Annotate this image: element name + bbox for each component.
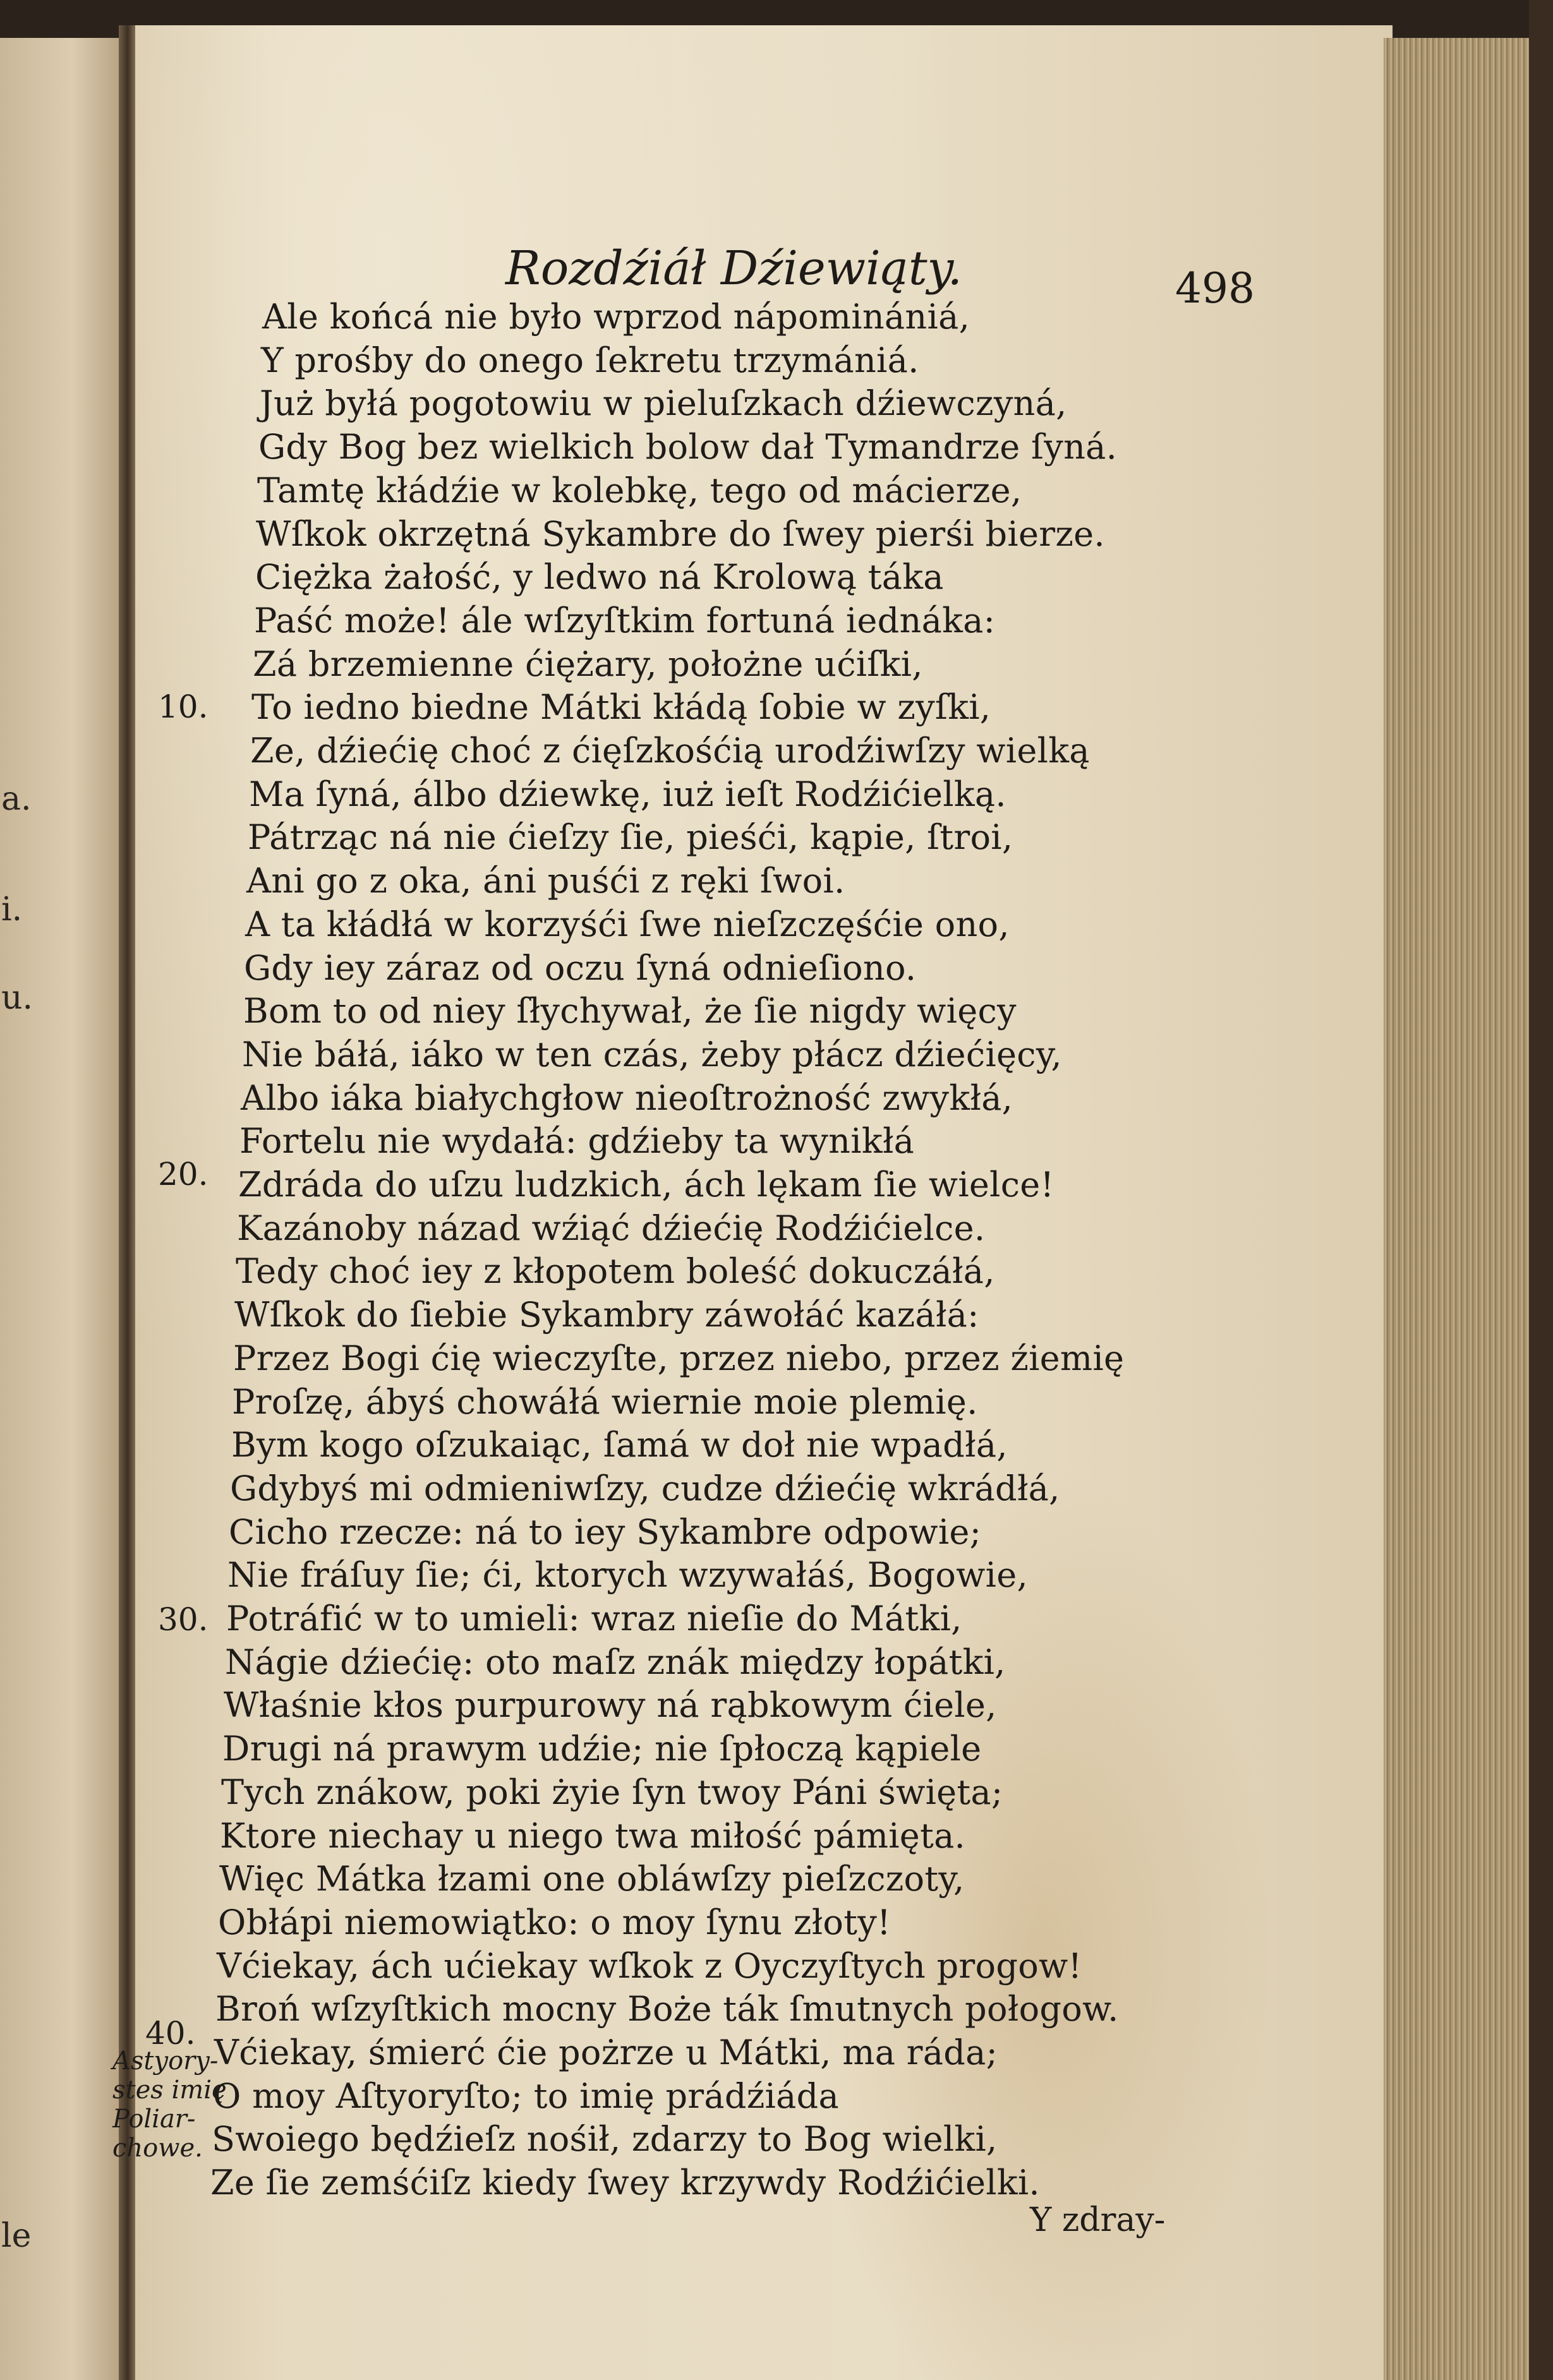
margin-note-line: chowe. [112, 2134, 203, 2163]
poem-line: A ta kłádłá w korzyśći ſwe nieſzczęśćie ono, [245, 905, 1010, 944]
left-page-fragment: a. [1, 780, 32, 818]
poem-line: Pátrząc ná nie ćieſzy ſie, pieśći, kąpie, ſtroi, [248, 817, 1013, 857]
poem-line: To iedno biedne Mátki kłádą ſobie w zyſki, [251, 687, 991, 727]
poem-line: Kazánoby názad wźiąć dźiećię Rodźićielce. [237, 1208, 986, 1248]
poem-line: Broń wſzyſtkich mocny Boże ták ſmutnych połogow. [215, 1989, 1119, 2029]
poem-line: Nie báłá, iáko w ten czás, żeby płácz dźiećięcy, [242, 1035, 1062, 1074]
left-page-fragment: le [1, 2217, 32, 2255]
margin-note-line: stes imię [112, 2076, 227, 2105]
page-fore-edge [1384, 38, 1535, 2380]
margin-note-line: Astyory- [112, 2046, 219, 2076]
poem-line: Nie fráſuy ſie; ći, ktorych wzywałáś, Bogowie, [227, 1555, 1028, 1595]
poem-line: Gdy Bog bez wielkich bolow dał Tymandrze ſyná. [258, 427, 1118, 467]
poem-line: Tedy choć iey z kłopotem boleść dokuczáłá, [236, 1251, 995, 1291]
line-number: 40. [145, 2015, 196, 2052]
poem-line: Gdy iey záraz od oczu ſyná odnieſiono. [244, 948, 917, 988]
margin-note [112, 2046, 233, 2163]
poem-line: Vćiekay, śmierć ćie pożrze u Mátki, ma ráda; [214, 2033, 998, 2072]
poem-line: Proſzę, ábyś chowáłá wiernie moie plemię. [232, 1382, 978, 1422]
poem-line: Przez Bogi ćię wieczyſte, przez niebo, przez źiemię [233, 1338, 1125, 1378]
poem-line: Więc Mátka łzami one obláwſzy pieſzczoty, [219, 1859, 965, 1899]
line-number: 10. [158, 688, 208, 725]
poem-line: Ciężka żałość, y ledwo ná Krolową táka [255, 557, 944, 597]
poem-line: Ma ſyná, álbo dźiewkę, iuż ieſt Rodźićielką. [249, 774, 1006, 814]
poem-line: Potráfić w to umieli: wraz nieſie do Mátki, [226, 1599, 962, 1638]
poem-line: Gdybyś mi odmieniwſzy, cudze dźiećię wkrádłá, [230, 1469, 1060, 1508]
poem-line: Cicho rzecze: ná to iey Sykambre odpowie; [229, 1512, 982, 1552]
poem-line: Swoiego będźieſz nośił, zdarzy to Bog wielki, [212, 2119, 998, 2159]
poem-line: Bom to od niey ſłychywał, że ſie nigdy więcy [243, 991, 1017, 1031]
poem-line: Zdráda do uſzu ludzkich, ách lękam ſie wielce! [238, 1165, 1054, 1205]
poem-line: Wſkok do ſiebie Sykambry záwołáć kazáłá: [234, 1295, 979, 1335]
poem-line: Drugi ná prawym udźie; nie ſpłoczą kąpiele [222, 1729, 982, 1769]
page-number: 498 [1175, 264, 1255, 313]
poem-line: Vćiekay, ách ućiekay wſkok z Oyczyſtych progow! [217, 1946, 1082, 1986]
poem-line: Tamtę kłádźie w kolebkę, tego od mácierze, [257, 471, 1022, 510]
poem-line: Albo iáka białychgłow nieoſtrożność zwykłá, [241, 1078, 1013, 1118]
poem-line: Ze ſie zemśćiſz kiedy ſwey krzywdy Rodźićielki. [210, 2163, 1040, 2203]
book-gutter [119, 25, 136, 2380]
poem-line: O moy Aſtyoryſto; to imię prádźiáda [213, 2076, 839, 2116]
poem-line: Fortelu nie wydałá: gdźieby ta wynikłá [239, 1121, 915, 1161]
poem-line: Nágie dźiećię: oto maſz znák między łopátki, [225, 1642, 1006, 1682]
poem-line: Zá brzemienne ćiężary, położne ućiſki, [253, 644, 923, 684]
poem-line: Obłápi niemowiątko: o moy ſynu złoty! [218, 1902, 891, 1942]
poem-line: Ktore niechay u niego twa miłość pámięta. [220, 1816, 966, 1856]
poem-line: Ale końcá nie było wprzod nápominániá, [262, 297, 970, 337]
poem-line: Ze, dźiećię choć z ćięſzkośćią urodźiwſzy wielką [250, 731, 1090, 771]
left-facing-page [0, 38, 120, 2380]
poem-line: Już byłá pogotowiu w pieluſzkach dźiewczyná, [260, 383, 1067, 423]
poem-line: Tych znákow, poki żyie ſyn twoy Páni święta; [221, 1772, 1003, 1812]
poem-line: Wſkok okrzętná Sykambre do ſwey pierśi bierze. [256, 514, 1105, 554]
poem-line: Bym kogo oſzukaiąc, ſamá w doł nie wpadłá, [231, 1425, 1008, 1465]
catch-word: Y zdray- [1030, 2201, 1166, 2239]
line-number: 30. [158, 1601, 208, 1638]
margin-note-line: Poliar- [112, 2105, 196, 2134]
line-number: 20. [158, 1156, 208, 1193]
poem-line: Ani go z oka, áni puśći z ręki ſwoi. [246, 861, 845, 901]
left-page-fragment: u. [1, 979, 33, 1017]
poem-line: Paść może! ále wſzyſtkim fortuná iednáka: [254, 601, 996, 640]
running-head: Rozdźiáł Dźiewiąty. [505, 241, 963, 296]
book-binding [1529, 0, 1553, 2380]
left-page-fragment: i. [1, 891, 23, 929]
poem-line: Właśnie kłos purpurowy ná rąbkowym ćiele, [224, 1685, 997, 1725]
poem-line: Y prośby do onego ſekretu trzymániá. [261, 340, 919, 380]
